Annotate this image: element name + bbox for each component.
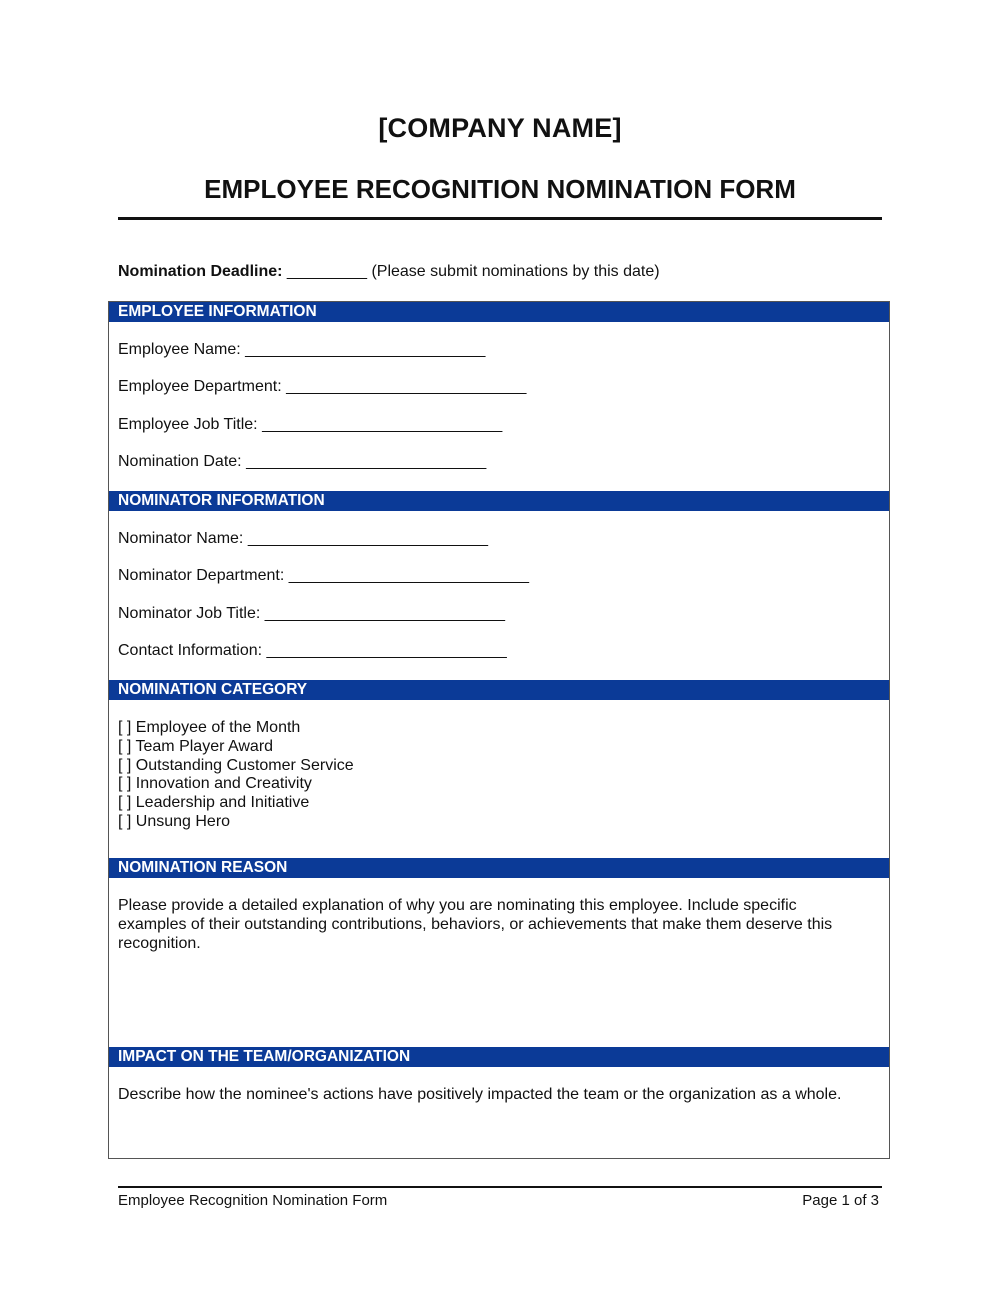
category-options <box>118 719 354 832</box>
category-option-innovation-and-creativity[interactable]: [ ] Innovation and Creativity <box>118 775 312 793</box>
footer-divider <box>118 1186 882 1188</box>
employee-job-title-field[interactable]: Employee Job Title: ___________________________ <box>118 416 503 433</box>
employee-department-field[interactable]: Employee Department: ___________________________ <box>118 378 527 395</box>
category-option-employee-of-the-month[interactable]: [ ] Employee of the Month <box>118 719 301 736</box>
nominator-department-field[interactable]: Nominator Department: ___________________________ <box>118 567 529 584</box>
category-option-leadership-and-initiative[interactable]: [ ] Leadership and Initiative <box>118 794 310 812</box>
form-title: EMPLOYEE RECOGNITION NOMINATION FORM <box>204 174 796 204</box>
title-divider <box>118 217 882 220</box>
deadline-note: (Please submit nominations by this date) <box>371 263 660 280</box>
section-nominator-information: NOMINATOR INFORMATION <box>109 491 889 511</box>
category-option-unsung-hero[interactable]: [ ] Unsung Hero <box>118 812 231 830</box>
deadline-label: Nomination Deadline: <box>118 263 283 280</box>
impact-text: Describe how the nominee's actions have positively impacted the team or the organization as a whole. <box>118 1086 842 1103</box>
section-nomination-category: NOMINATION CATEGORY <box>109 680 889 700</box>
form-box <box>108 301 890 1159</box>
nominator-job-title-field[interactable]: Nominator Job Title: ___________________________ <box>118 605 505 622</box>
nomination-deadline <box>118 263 660 281</box>
company-name: [COMPANY NAME] <box>378 113 622 143</box>
category-option-team-player-award[interactable]: [ ] Team Player Award <box>118 737 274 755</box>
section-impact-on-team: IMPACT ON THE TEAM/ORGANIZATION <box>109 1047 889 1067</box>
category-option-outstanding-customer-service[interactable]: [ ] Outstanding Customer Service <box>118 756 354 774</box>
nomination-date-field[interactable]: Nomination Date: ___________________________ <box>118 453 487 470</box>
nomination-reason-text: Please provide a detailed explanation of why you are nominating this employee. Include specific examples of their outstanding contributions, behaviors, or achievements that make them deserve this recognition. <box>118 897 833 952</box>
nominator-name-field[interactable]: Nominator Name: ___________________________ <box>118 530 489 547</box>
contact-information-field[interactable]: Contact Information: ___________________________ <box>118 642 507 659</box>
employee-name-field[interactable]: Employee Name: ___________________________ <box>118 341 486 358</box>
section-nomination-reason: NOMINATION REASON <box>109 858 889 878</box>
section-employee-information: EMPLOYEE INFORMATION <box>109 302 889 322</box>
footer-document-title: Employee Recognition Nomination Form <box>118 1192 388 1209</box>
deadline-blank[interactable]: _________ <box>286 263 367 280</box>
footer-page-number: Page 1 of 3 <box>802 1192 879 1209</box>
